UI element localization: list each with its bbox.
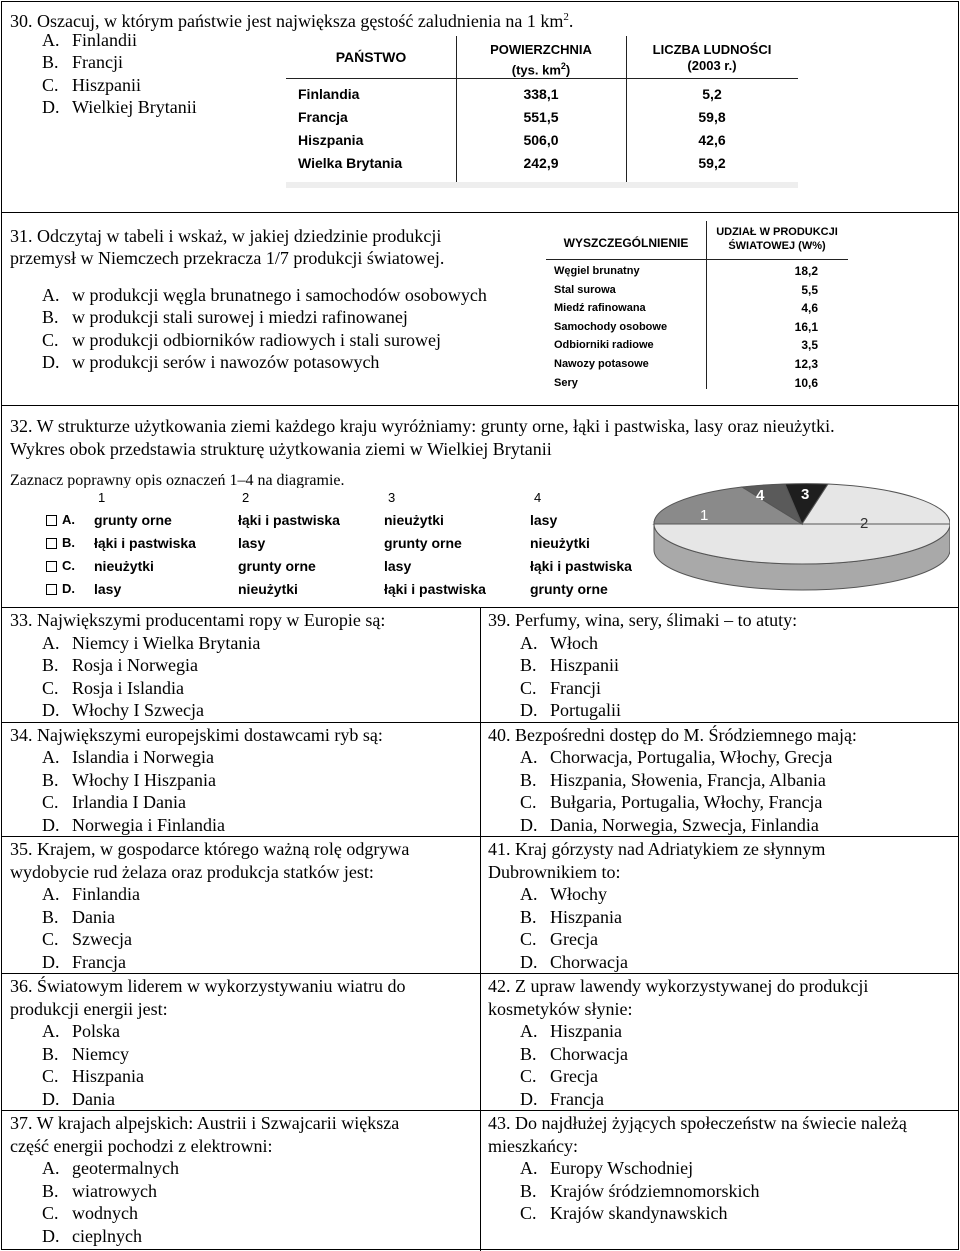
- answer-option[interactable]: [10, 1180, 472, 1203]
- question-text: 39. Perfumy, wina, sery, ślimaki – to atuty:: [488, 610, 798, 630]
- answer-label: A.: [520, 632, 538, 653]
- option-label: A.: [62, 512, 75, 527]
- q31-answer-a[interactable]: A. w produkcji węgla brunatnego i samochodów osobowych: [42, 285, 487, 305]
- answer-label: D.: [42, 1088, 60, 1109]
- answer-text: Norwegia i Finlandia: [72, 814, 225, 835]
- answer-text: Finlandia: [72, 884, 140, 904]
- share-cell: 4,6: [801, 301, 818, 316]
- answer-label: D.: [520, 814, 538, 835]
- answer-label: A.: [42, 884, 60, 904]
- question-32-line-2: Wykres obok przedstawia strukturę użytkowania ziemi w Wielkiej Brytanii: [10, 439, 552, 459]
- question-32: [2, 406, 958, 608]
- table-header-country: PAŃSTWO: [335, 49, 407, 65]
- production-share-table: [546, 221, 848, 391]
- answer-label: B.: [520, 769, 537, 790]
- answer-text: Francji: [550, 677, 601, 698]
- option-cell: grunty orne: [384, 535, 462, 551]
- table-row: [546, 281, 848, 300]
- answer-option[interactable]: [488, 769, 950, 792]
- two-column-questions: [2, 608, 958, 1251]
- question-block: [2, 1111, 480, 1247]
- area-cell: 338,1: [523, 86, 559, 102]
- question-text: 33. Największymi producentami ropy w Europie są:: [10, 610, 386, 630]
- option-cell: nieużytki: [238, 581, 298, 597]
- table-row: [546, 374, 848, 393]
- answer-text: Polska: [72, 1021, 121, 1041]
- option-cell: lasy: [94, 581, 122, 597]
- option-cell: nieużytki: [384, 512, 444, 528]
- option-cell: grunty orne: [94, 512, 172, 528]
- answer-label: B.: [42, 906, 59, 927]
- answer-option[interactable]: [488, 883, 950, 906]
- answer-label: D.: [42, 700, 60, 720]
- share-cell: 3,5: [801, 338, 818, 353]
- option-checkbox-d[interactable]: [46, 584, 57, 595]
- answer-text: Irlandia I Dania: [72, 792, 186, 812]
- question-31-line-2: przemysł w Niemczech przekracza 1/7 produkcji światowej.: [10, 248, 445, 268]
- answer-option[interactable]: [10, 746, 472, 769]
- answer-text: Bułgaria, Portugalia, Włochy, Francja: [550, 792, 823, 812]
- answer-option[interactable]: [488, 951, 950, 974]
- answer-option[interactable]: [488, 746, 950, 769]
- answer-option[interactable]: [488, 1043, 950, 1066]
- answer-option[interactable]: [10, 769, 472, 792]
- answer-text: Krajów śródziemnomorskich: [550, 1180, 760, 1201]
- item-cell: Samochody osobowe: [554, 320, 668, 333]
- answer-label: B.: [520, 655, 537, 675]
- table-row: [286, 155, 798, 178]
- answer-option[interactable]: [488, 699, 950, 722]
- option-column-number: 4: [534, 490, 542, 505]
- answer-text: Hiszpania: [72, 1066, 144, 1086]
- question-block: [2, 723, 480, 838]
- country-cell: Hiszpania: [298, 132, 364, 148]
- answer-label: C.: [42, 929, 59, 949]
- answer-label: B.: [520, 1043, 537, 1064]
- area-cell: 506,0: [523, 132, 559, 148]
- table-header-population: LICZBA LUDNOŚCI (2003 r.): [652, 42, 772, 73]
- question-text: mieszkańcy:: [488, 1135, 578, 1156]
- answer-option[interactable]: [488, 928, 950, 951]
- question-block: [480, 974, 958, 1111]
- answer-option[interactable]: [10, 1043, 472, 1066]
- answer-label: B.: [42, 655, 59, 675]
- answer-text: Chorwacja: [550, 1043, 628, 1064]
- answer-option[interactable]: [10, 928, 472, 951]
- answer-text: Portugalii: [550, 700, 621, 720]
- share-cell: 16,1: [794, 319, 818, 334]
- option-cell: łąki i pastwiska: [530, 558, 632, 574]
- q30-answer-a[interactable]: A. Finlandii: [42, 30, 138, 50]
- answer-label: C.: [520, 677, 537, 698]
- pie-label-4: 4: [756, 487, 765, 504]
- question-text: Dubrownikiem to:: [488, 861, 621, 882]
- answer-label: A.: [520, 884, 538, 904]
- item-cell: Węgiel brunatny: [554, 265, 640, 277]
- q31-answer-b[interactable]: B. w produkcji stali surowej i miedzi rafinowanej: [42, 307, 408, 327]
- answer-option[interactable]: [10, 1020, 472, 1043]
- answer-label: B.: [520, 1180, 537, 1201]
- answer-label: C.: [520, 792, 537, 812]
- answer-option[interactable]: [10, 699, 472, 722]
- answer-text: Włochy I Szwecja: [72, 700, 204, 720]
- question-31: [2, 213, 958, 406]
- option-column-number: 2: [242, 490, 250, 505]
- answer-text: Rosja i Islandia: [72, 677, 184, 698]
- population-cell: 42,6: [698, 132, 726, 148]
- answer-option[interactable]: [488, 1180, 950, 1203]
- answer-option[interactable]: [10, 1225, 472, 1248]
- answer-text: cieplnych: [72, 1225, 142, 1246]
- option-cell: grunty orne: [530, 581, 608, 597]
- population-cell: 59,2: [698, 155, 726, 171]
- answer-label: B.: [42, 1180, 59, 1201]
- answer-label: A.: [42, 1158, 60, 1178]
- area-cell: 242,9: [523, 155, 559, 171]
- table-header-item: WYSZCZEGÓLNIENIE: [563, 236, 689, 250]
- item-cell: Sery: [554, 376, 578, 389]
- answer-text: Islandia i Norwegia: [72, 747, 214, 767]
- table-row: [286, 132, 798, 155]
- option-column-number: 3: [388, 490, 396, 505]
- option-cell: łąki i pastwiska: [384, 581, 486, 597]
- option-checkbox-b[interactable]: [46, 538, 57, 549]
- answer-option[interactable]: [488, 1088, 950, 1111]
- answer-text: Włochy I Hiszpania: [72, 769, 216, 790]
- answer-label: A.: [42, 1021, 60, 1041]
- area-cell: 551,5: [523, 109, 559, 125]
- answer-text: Niemcy i Wielka Brytania: [72, 632, 261, 653]
- answer-text: Francja: [550, 1088, 604, 1109]
- answer-label: B.: [42, 1043, 59, 1064]
- country-cell: Francja: [298, 109, 348, 125]
- question-text: 40. Bezpośredni dostęp do M. Śródziemnego mają:: [488, 724, 857, 745]
- table-row: [286, 86, 798, 109]
- option-cell: lasy: [384, 558, 412, 574]
- answer-option[interactable]: [10, 883, 472, 906]
- pie-label-1: 1: [700, 507, 709, 524]
- option-cell: lasy: [238, 535, 266, 551]
- table-row: [546, 318, 848, 337]
- answer-label: C.: [520, 929, 537, 949]
- question-30-text: 30. Oszacuj, w którym państwie jest największa gęstość zaludnienia na 1 $km^2$.: [10, 11, 574, 31]
- answer-option[interactable]: [10, 654, 472, 677]
- answer-option[interactable]: [488, 906, 950, 929]
- table-row: [546, 336, 848, 355]
- question-block: [2, 608, 480, 723]
- q31-answer-d[interactable]: D. w produkcji serów i nawozów potasowych: [42, 352, 380, 372]
- answer-label: C.: [520, 1203, 537, 1223]
- answer-label: D.: [42, 814, 60, 835]
- answer-text: Francja: [72, 951, 126, 972]
- answer-label: C.: [42, 792, 59, 812]
- question-32-line-3: Zaznacz poprawny opis oznaczeń 1–4 na diagramie.: [10, 472, 345, 488]
- answer-option[interactable]: [488, 632, 950, 655]
- question-text: 35. Krajem, w gospodarce którego ważną rolę odgrywa: [10, 839, 410, 859]
- answer-label: D.: [520, 700, 538, 720]
- answer-text: Rosja i Norwegia: [72, 655, 198, 675]
- answer-label: C.: [42, 677, 59, 698]
- question-text: 42. Z upraw lawendy wykorzystywanej do produkcji: [488, 976, 869, 996]
- question-30: [2, 2, 958, 213]
- question-31-line-1: 31. Odczytaj w tabeli i wskaż, w jakiej dziedzinie produkcji: [10, 226, 442, 246]
- answer-option[interactable]: [488, 1202, 950, 1225]
- country-cell: Wielka Brytania: [298, 155, 403, 171]
- answer-label: B.: [42, 769, 59, 790]
- answer-text: Europy Wschodniej: [550, 1158, 694, 1178]
- option-cell: łąki i pastwiska: [238, 512, 340, 528]
- answer-label: C.: [42, 1203, 59, 1223]
- answer-text: Grecja: [550, 1066, 598, 1086]
- answer-option[interactable]: [10, 1202, 472, 1225]
- item-cell: Miedź rafinowana: [554, 302, 646, 315]
- answer-text: Niemcy: [72, 1043, 129, 1064]
- question-block: [480, 608, 958, 723]
- answer-text: Hiszpania: [550, 1021, 622, 1041]
- option-label: D.: [62, 581, 75, 596]
- answer-label: D.: [520, 951, 538, 972]
- answer-option[interactable]: [488, 791, 950, 814]
- question-text: 41. Kraj górzysty nad Adriatykiem ze słynnym: [488, 839, 826, 859]
- answer-text: Hiszpania, Słowenia, Francja, Albania: [550, 769, 826, 790]
- question-text: 43. Do najdłużej żyjących społeczeństw na świecie należą: [488, 1113, 907, 1133]
- table-row: [546, 262, 848, 281]
- answer-option[interactable]: [488, 654, 950, 677]
- answer-text: Krajów skandynawskich: [550, 1203, 728, 1223]
- question-block: [2, 974, 480, 1111]
- worksheet: [1, 1, 959, 1250]
- answer-option[interactable]: [10, 1157, 472, 1180]
- answer-label: C.: [520, 1066, 537, 1086]
- question-block: [480, 723, 958, 838]
- answer-label: A.: [520, 1158, 538, 1178]
- table-header-share: UDZIAŁ W PRODUKCJI ŚWIATOWEJ (W%): [716, 226, 838, 252]
- option-checkbox-a[interactable]: [46, 515, 57, 526]
- answer-label: D.: [42, 1225, 60, 1246]
- pie-label-3: 3: [801, 486, 810, 503]
- answer-label: A.: [520, 1021, 538, 1041]
- question-32-line-1: 32. W strukturze użytkowania ziemi każdego kraju wyróżniamy: grunty orne, łąki i pastwiska, lasy oraz nieużytki.: [10, 416, 835, 436]
- answer-option[interactable]: [10, 1065, 472, 1088]
- option-cell: lasy: [530, 512, 558, 528]
- answer-text: Hiszpania: [550, 906, 622, 927]
- land-use-options: [42, 490, 662, 602]
- answer-option[interactable]: [10, 951, 472, 974]
- answer-text: wodnych: [72, 1203, 138, 1223]
- answer-option[interactable]: [10, 906, 472, 929]
- answer-text: Szwecja: [72, 929, 132, 949]
- answer-option[interactable]: [488, 677, 950, 700]
- option-checkbox-c[interactable]: [46, 561, 57, 572]
- item-cell: Stal surowa: [554, 283, 616, 296]
- question-text: 36. Światowym liderem w wykorzystywaniu wiatru do: [10, 976, 406, 996]
- answer-text: Dania, Norwegia, Szwecja, Finlandia: [550, 814, 819, 835]
- table-row: [546, 355, 848, 374]
- share-cell: 5,5: [801, 282, 818, 297]
- answer-text: Włoch: [550, 632, 598, 653]
- question-text: część energii pochodzi z elektrowni:: [10, 1135, 273, 1156]
- q30-answer-b[interactable]: B. Francji: [42, 52, 123, 72]
- answer-option[interactable]: [10, 814, 472, 837]
- q30-answer-c[interactable]: C. Hiszpanii: [42, 75, 141, 95]
- right-column: [480, 608, 958, 1225]
- answer-text: Dania: [72, 1088, 115, 1109]
- option-cell: nieużytki: [94, 558, 154, 574]
- option-label: B.: [62, 535, 75, 550]
- country-cell: Finlandia: [298, 86, 360, 102]
- answer-label: A.: [42, 632, 60, 653]
- answer-label: A.: [42, 747, 60, 767]
- population-cell: 5,2: [702, 86, 722, 102]
- question-block: [2, 837, 480, 974]
- question-block: [480, 1111, 958, 1225]
- question-text: produkcji energii jest:: [10, 998, 168, 1019]
- answer-text: Dania: [72, 906, 115, 927]
- option-cell: nieużytki: [530, 535, 590, 551]
- answer-option[interactable]: [488, 1065, 950, 1088]
- table-row: [546, 299, 848, 318]
- pie-label-2: 2: [860, 515, 869, 532]
- option-column-number: 1: [98, 490, 106, 505]
- question-block: [480, 837, 958, 974]
- q31-answer-c[interactable]: C. w produkcji odbiorników radiowych i stali surowej: [42, 330, 441, 350]
- answer-text: Chorwacja, Portugalia, Włochy, Grecja: [550, 747, 833, 767]
- question-text: wydobycie rud żelaza oraz produkcja statków jest:: [10, 861, 374, 882]
- share-cell: 18,2: [794, 264, 818, 278]
- answer-label: D.: [42, 951, 60, 972]
- density-table: [286, 36, 798, 188]
- answer-option[interactable]: [10, 1088, 472, 1111]
- answer-text: wiatrowych: [72, 1180, 157, 1201]
- answer-text: geotermalnych: [72, 1158, 179, 1178]
- table-header-area: POWIERZCHNIA (tys. $km^2$): [490, 42, 592, 78]
- land-use-pie-chart: [650, 464, 950, 604]
- share-cell: 12,3: [794, 356, 818, 371]
- answer-label: B.: [520, 906, 537, 927]
- left-column: [2, 608, 480, 1247]
- answer-label: A.: [520, 747, 538, 767]
- question-text: kosmetyków słynie:: [488, 998, 633, 1019]
- pie-slice-2b: [802, 484, 950, 524]
- answer-label: D.: [520, 1088, 538, 1109]
- answer-text: Włochy: [550, 884, 607, 904]
- share-cell: 10,6: [794, 375, 818, 390]
- option-cell: grunty orne: [238, 558, 316, 574]
- answer-text: Hiszpanii: [550, 655, 619, 675]
- answer-label: C.: [42, 1066, 59, 1086]
- answer-option[interactable]: [488, 1020, 950, 1043]
- table-row: [286, 109, 798, 132]
- question-text: 37. W krajach alpejskich: Austrii i Szwajcarii większa: [10, 1113, 400, 1133]
- question-text: 34. Największymi europejskimi dostawcami ryb są:: [10, 724, 383, 745]
- answer-option[interactable]: [10, 632, 472, 655]
- answer-option[interactable]: [10, 791, 472, 814]
- q30-answer-d[interactable]: D. Wielkiej Brytanii: [42, 97, 197, 117]
- option-label: C.: [62, 558, 75, 573]
- answer-option[interactable]: [488, 1157, 950, 1180]
- answer-option[interactable]: [10, 677, 472, 700]
- answer-text: Grecja: [550, 929, 598, 949]
- population-cell: 59,8: [698, 109, 726, 125]
- answer-option[interactable]: [488, 814, 950, 837]
- answer-text: Chorwacja: [550, 951, 628, 972]
- item-cell: Nawozy potasowe: [554, 357, 649, 370]
- option-cell: łąki i pastwiska: [94, 535, 196, 551]
- item-cell: Odbiorniki radiowe: [554, 339, 654, 352]
